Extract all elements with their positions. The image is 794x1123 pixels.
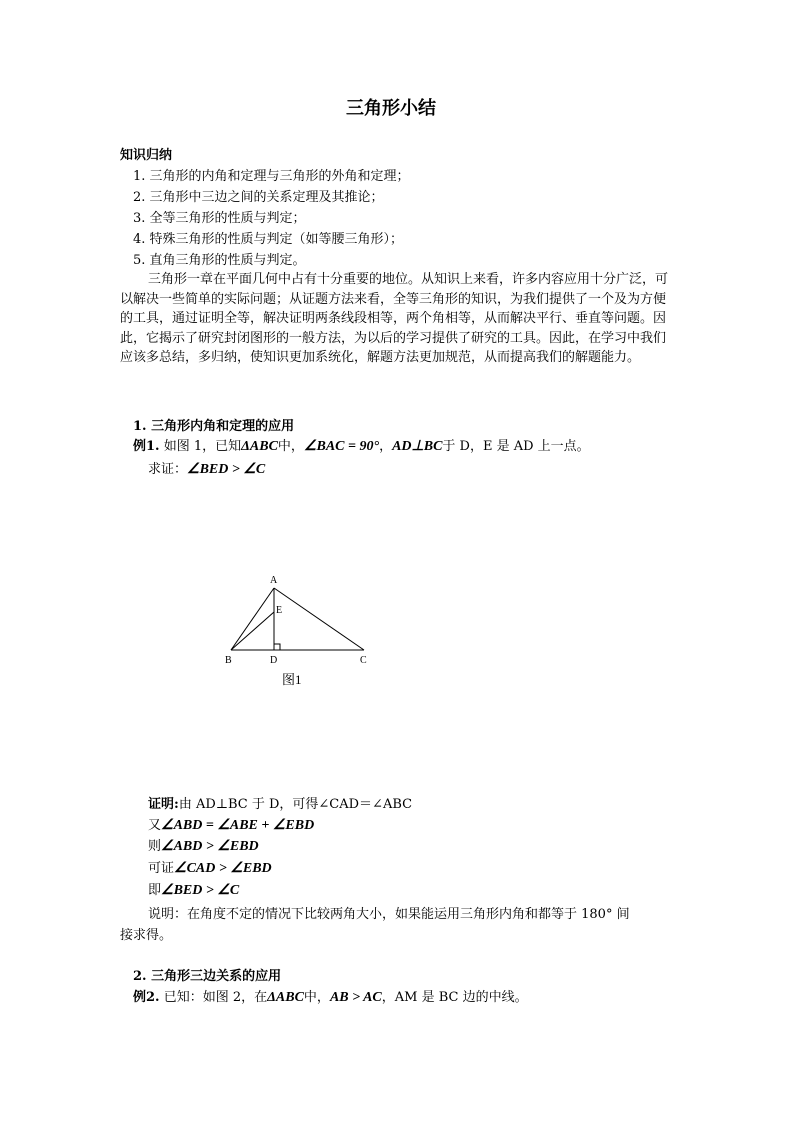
example2-text: ，AM 是 BC 边的中线。	[381, 990, 528, 1005]
section1-heading: 1. 三角形内角和定理的应用	[133, 419, 295, 434]
point-label-b: B	[225, 655, 232, 666]
summary-item: 5. 直角三角形的性质与判定。	[133, 253, 306, 268]
summary-heading: 知识归纳	[120, 148, 173, 163]
example1-text: 中，	[277, 439, 304, 454]
proof-line	[148, 817, 314, 835]
summary-item: 4. 特殊三角形的性质与判定（如等腰三角形）；	[133, 232, 404, 247]
proof-prefix: 则	[148, 839, 162, 854]
prove-statement	[148, 461, 265, 479]
proof-label: 证明:	[148, 797, 179, 812]
proof-prefix: 又	[148, 818, 162, 833]
figure-caption: 图1	[282, 672, 302, 687]
proof-math: ∠CAD > ∠EBD	[174, 861, 272, 876]
segment-be	[231, 612, 274, 650]
note-line: 说明：在角度不定的情况下比较两角大小，如果能运用三角形内角和都等于 180° 间	[148, 907, 630, 922]
summary-paragraph: 三角形一章在平面几何中占有十分重要的地位。从知识上来看，许多内容应用十分广泛，可以解决一些简单的实际问题；从证题方法来看，全等三角形的知识，为我们提供了一个及为方便的工具，通过证明全等，解决证明两条线段相等，两个角相等，从而解决平行、垂直等问题。因此，它揭示了研究封闭图形的一般方法，为以后的学习提供了研究的工具。因此，在学习中我们应该多总结，多归纳，使知识更加系统化，解题方法更加规范，从而提高我们的解题能力。	[120, 272, 669, 365]
proof-text: 由 AD⊥BC 于 D，可得∠CAD＝∠ABC	[178, 797, 413, 812]
summary-item: 1. 三角形的内角和定理与三角形的外角和定理；	[133, 169, 410, 184]
summary-item: 2. 三角形中三边之间的关系定理及其推论；	[133, 190, 384, 205]
example2-label: 例2.	[133, 990, 160, 1005]
prove-prefix: 求证：	[148, 462, 188, 477]
proof-prefix: 即	[148, 883, 162, 898]
segment-ab	[231, 588, 274, 650]
proof-math: ∠ABD > ∠EBD	[161, 839, 259, 854]
example2-math: ΔABC	[267, 990, 304, 1005]
point-label-c: C	[360, 655, 367, 666]
section2-heading: 2. 三角形三边关系的应用	[133, 969, 282, 984]
example1-text: 于 D，E 是 AD 上一点。	[442, 439, 590, 454]
prove-math: ∠BED > ∠C	[187, 462, 266, 477]
proof-line	[148, 860, 272, 878]
proof-line	[148, 796, 412, 814]
right-angle-mark	[274, 644, 280, 650]
proof-math: ∠ABD = ∠ABE + ∠EBD	[161, 818, 315, 833]
example2-math: AB > AC	[329, 990, 382, 1005]
example1	[133, 438, 590, 456]
note-line: 接求得。	[120, 928, 173, 943]
example1-math: ΔABC	[241, 439, 278, 454]
point-label-a: A	[270, 575, 278, 586]
proof-line	[148, 838, 259, 856]
example2-text: 中，	[303, 990, 330, 1005]
point-label-e: E	[276, 605, 283, 616]
summary-item: 3. 全等三角形的性质与判定；	[133, 211, 306, 226]
example1-text: 如图 1，已知	[163, 439, 242, 454]
point-label-d: D	[270, 655, 278, 666]
example1-math: AD⊥BC	[392, 439, 443, 454]
proof-math: ∠BED > ∠C	[161, 883, 240, 898]
segment-ac	[274, 588, 364, 650]
example2	[133, 989, 528, 1007]
example1-text: ，	[379, 439, 393, 454]
example1-label: 例1.	[133, 439, 160, 454]
example1-math: ∠BAC = 90°	[303, 439, 380, 454]
proof-line	[148, 882, 239, 900]
page-title: 三角形小结	[346, 98, 436, 119]
figure-1-triangle	[215, 568, 385, 693]
proof-prefix: 可证	[148, 861, 175, 876]
example2-text: 已知：如图 2，在	[163, 990, 268, 1005]
